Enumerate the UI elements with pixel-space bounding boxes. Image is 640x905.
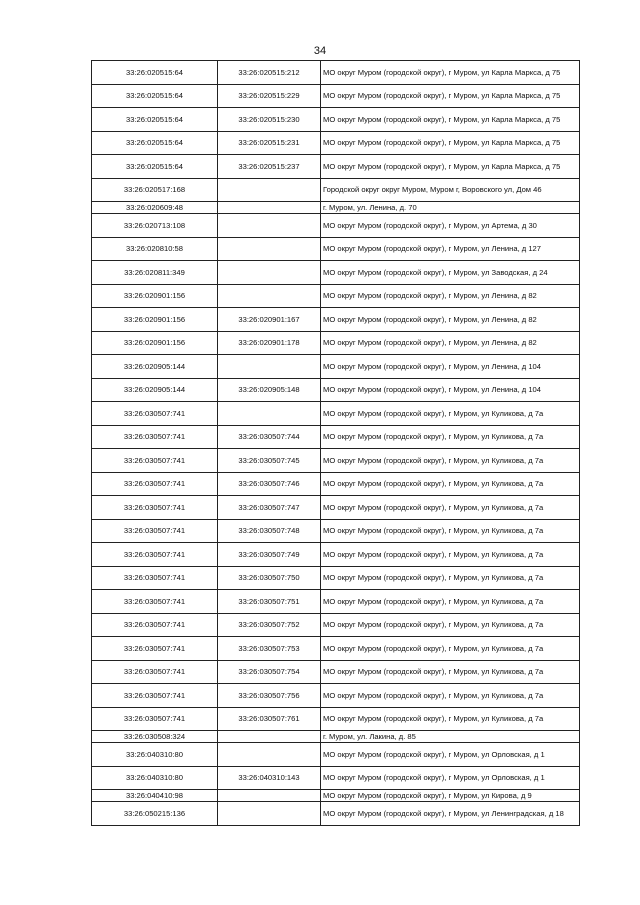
object-number-cell: 33:26:020515:237 [218, 155, 321, 179]
address-cell: МО округ Муром (городской округ), г Муром, ул Ленина, д 127 [321, 237, 580, 261]
object-number-cell: 33:26:020905:148 [218, 378, 321, 402]
object-number-cell [218, 178, 321, 202]
object-number-cell [218, 355, 321, 379]
parcel-number-cell: 33:26:030507:741 [92, 402, 218, 426]
table-row [92, 331, 580, 355]
address-cell: МО округ Муром (городской округ), г Муром, ул Куликова, д 7а [321, 402, 580, 426]
parcel-number-cell: 33:26:020901:156 [92, 308, 218, 332]
object-number-cell [218, 402, 321, 426]
table-row [92, 684, 580, 708]
address-cell: МО округ Муром (городской округ), г Муром, ул Ленина, д 82 [321, 308, 580, 332]
object-number-cell: 33:26:020901:167 [218, 308, 321, 332]
cadastral-table-body [92, 61, 580, 826]
table-row [92, 131, 580, 155]
object-number-cell: 33:26:020515:229 [218, 84, 321, 108]
parcel-number-cell: 33:26:030507:741 [92, 543, 218, 567]
parcel-number-cell: 33:26:030508:324 [92, 731, 218, 743]
address-cell: МО округ Муром (городской округ), г Муром, ул Заводская, д 24 [321, 261, 580, 285]
table-row [92, 108, 580, 132]
address-cell: МО округ Муром (городской округ), г Муром, ул Карла Маркса, д 75 [321, 131, 580, 155]
table-row [92, 355, 580, 379]
parcel-number-cell: 33:26:030507:741 [92, 613, 218, 637]
table-row [92, 637, 580, 661]
address-cell: МО округ Муром (городской округ), г Муром, ул Ленина, д 82 [321, 284, 580, 308]
parcel-number-cell: 33:26:030507:741 [92, 707, 218, 731]
parcel-number-cell: 33:26:020517:168 [92, 178, 218, 202]
parcel-number-cell: 33:26:030507:741 [92, 566, 218, 590]
object-number-cell [218, 802, 321, 826]
address-cell: МО округ Муром (городской округ), г Муром, ул Ленина, д 82 [321, 331, 580, 355]
parcel-number-cell: 33:26:020811:349 [92, 261, 218, 285]
table-row [92, 790, 580, 802]
table-row [92, 519, 580, 543]
object-number-cell: 33:26:030507:756 [218, 684, 321, 708]
parcel-number-cell: 33:26:020713:108 [92, 214, 218, 238]
parcel-number-cell: 33:26:040310:80 [92, 766, 218, 790]
address-cell: Городской округ округ Муром, Муром г, Воровского ул, Дом 46 [321, 178, 580, 202]
object-number-cell: 33:26:030507:744 [218, 425, 321, 449]
table-row [92, 237, 580, 261]
parcel-number-cell: 33:26:030507:741 [92, 449, 218, 473]
parcel-number-cell: 33:26:030507:741 [92, 519, 218, 543]
object-number-cell [218, 214, 321, 238]
address-cell: МО округ Муром (городской округ), г Муром, ул Куликова, д 7а [321, 496, 580, 520]
object-number-cell: 33:26:020515:212 [218, 61, 321, 85]
address-cell: МО округ Муром (городской округ), г Муром, ул Карла Маркса, д 75 [321, 155, 580, 179]
address-cell: МО округ Муром (городской округ), г Муром, ул Карла Маркса, д 75 [321, 84, 580, 108]
parcel-number-cell: 33:26:030507:741 [92, 660, 218, 684]
object-number-cell: 33:26:030507:751 [218, 590, 321, 614]
address-cell: МО округ Муром (городской округ), г Муром, ул Ленина, д 104 [321, 355, 580, 379]
object-number-cell: 33:26:030507:754 [218, 660, 321, 684]
parcel-number-cell: 33:26:020905:144 [92, 378, 218, 402]
address-cell: г. Муром, ул. Ленина, д. 70 [321, 202, 580, 214]
address-cell: МО округ Муром (городской округ), г Муром, ул Карла Маркса, д 75 [321, 61, 580, 85]
parcel-number-cell: 33:26:020901:156 [92, 284, 218, 308]
table-row [92, 449, 580, 473]
object-number-cell: 33:26:030507:748 [218, 519, 321, 543]
object-number-cell [218, 237, 321, 261]
parcel-number-cell: 33:26:040410:98 [92, 790, 218, 802]
table-row [92, 425, 580, 449]
parcel-number-cell: 33:26:020515:64 [92, 84, 218, 108]
address-cell: МО округ Муром (городской округ), г Муром, ул Ленинградская, д 18 [321, 802, 580, 826]
table-row [92, 743, 580, 767]
parcel-number-cell: 33:26:020905:144 [92, 355, 218, 379]
parcel-number-cell: 33:26:030507:741 [92, 472, 218, 496]
address-cell: МО округ Муром (городской округ), г Муром, ул Орловская, д 1 [321, 766, 580, 790]
parcel-number-cell: 33:26:020515:64 [92, 61, 218, 85]
address-cell: МО округ Муром (городской округ), г Муром, ул Куликова, д 7а [321, 590, 580, 614]
table-row [92, 472, 580, 496]
object-number-cell [218, 261, 321, 285]
address-cell: МО округ Муром (городской округ), г Муром, ул Куликова, д 7а [321, 613, 580, 637]
table-row [92, 284, 580, 308]
object-number-cell: 33:26:040310:143 [218, 766, 321, 790]
address-cell: МО округ Муром (городской округ), г Муром, ул Ленина, д 104 [321, 378, 580, 402]
address-cell: МО округ Муром (городской округ), г Муром, ул Куликова, д 7а [321, 637, 580, 661]
table-row [92, 202, 580, 214]
table-row [92, 402, 580, 426]
object-number-cell: 33:26:020515:230 [218, 108, 321, 132]
table-row [92, 155, 580, 179]
parcel-number-cell: 33:26:020609:48 [92, 202, 218, 214]
table-row [92, 214, 580, 238]
address-cell: МО округ Муром (городской округ), г Муром, ул Куликова, д 7а [321, 472, 580, 496]
object-number-cell: 33:26:020901:178 [218, 331, 321, 355]
object-number-cell: 33:26:030507:752 [218, 613, 321, 637]
object-number-cell [218, 284, 321, 308]
object-number-cell: 33:26:030507:761 [218, 707, 321, 731]
object-number-cell: 33:26:030507:750 [218, 566, 321, 590]
address-cell: МО округ Муром (городской округ), г Муром, ул Артема, д 30 [321, 214, 580, 238]
table-row [92, 660, 580, 684]
page-number: 34 [313, 45, 327, 57]
address-cell: МО округ Муром (городской округ), г Муром, ул Куликова, д 7а [321, 519, 580, 543]
parcel-number-cell: 33:26:050215:136 [92, 802, 218, 826]
object-number-cell: 33:26:030507:753 [218, 637, 321, 661]
parcel-number-cell: 33:26:040310:80 [92, 743, 218, 767]
object-number-cell: 33:26:030507:745 [218, 449, 321, 473]
parcel-number-cell: 33:26:030507:741 [92, 637, 218, 661]
address-cell: МО округ Муром (городской округ), г Муром, ул Куликова, д 7а [321, 566, 580, 590]
address-cell: МО округ Муром (городской округ), г Муром, ул Куликова, д 7а [321, 684, 580, 708]
cadastral-table [91, 60, 580, 826]
table-row [92, 496, 580, 520]
parcel-number-cell: 33:26:020810:58 [92, 237, 218, 261]
address-cell: МО округ Муром (городской округ), г Муром, ул Карла Маркса, д 75 [321, 108, 580, 132]
address-cell: МО округ Муром (городской округ), г Муром, ул Куликова, д 7а [321, 449, 580, 473]
parcel-number-cell: 33:26:020515:64 [92, 108, 218, 132]
parcel-number-cell: 33:26:030507:741 [92, 496, 218, 520]
address-cell: МО округ Муром (городской округ), г Муром, ул Кирова, д 9 [321, 790, 580, 802]
object-number-cell: 33:26:030507:746 [218, 472, 321, 496]
table-row [92, 590, 580, 614]
table-row [92, 178, 580, 202]
parcel-number-cell: 33:26:030507:741 [92, 425, 218, 449]
table-row [92, 766, 580, 790]
parcel-number-cell: 33:26:020515:64 [92, 131, 218, 155]
table-row [92, 261, 580, 285]
object-number-cell [218, 743, 321, 767]
object-number-cell [218, 731, 321, 743]
address-cell: МО округ Муром (городской округ), г Муром, ул Куликова, д 7а [321, 660, 580, 684]
table-row [92, 802, 580, 826]
table-row [92, 84, 580, 108]
object-number-cell: 33:26:030507:747 [218, 496, 321, 520]
address-cell: МО округ Муром (городской округ), г Муром, ул Куликова, д 7а [321, 425, 580, 449]
address-cell: МО округ Муром (городской округ), г Муром, ул Орловская, д 1 [321, 743, 580, 767]
table-row [92, 543, 580, 567]
table-row [92, 707, 580, 731]
parcel-number-cell: 33:26:030507:741 [92, 684, 218, 708]
object-number-cell [218, 202, 321, 214]
table-row [92, 566, 580, 590]
table-row [92, 731, 580, 743]
table-row [92, 613, 580, 637]
address-cell: МО округ Муром (городской округ), г Муром, ул Куликова, д 7а [321, 543, 580, 567]
table-row [92, 378, 580, 402]
table-row [92, 308, 580, 332]
address-cell: г. Муром, ул. Лакина, д. 85 [321, 731, 580, 743]
parcel-number-cell: 33:26:030507:741 [92, 590, 218, 614]
address-cell: МО округ Муром (городской округ), г Муром, ул Куликова, д 7а [321, 707, 580, 731]
object-number-cell: 33:26:030507:749 [218, 543, 321, 567]
object-number-cell [218, 790, 321, 802]
object-number-cell: 33:26:020515:231 [218, 131, 321, 155]
parcel-number-cell: 33:26:020515:64 [92, 155, 218, 179]
parcel-number-cell: 33:26:020901:156 [92, 331, 218, 355]
table-row [92, 61, 580, 85]
